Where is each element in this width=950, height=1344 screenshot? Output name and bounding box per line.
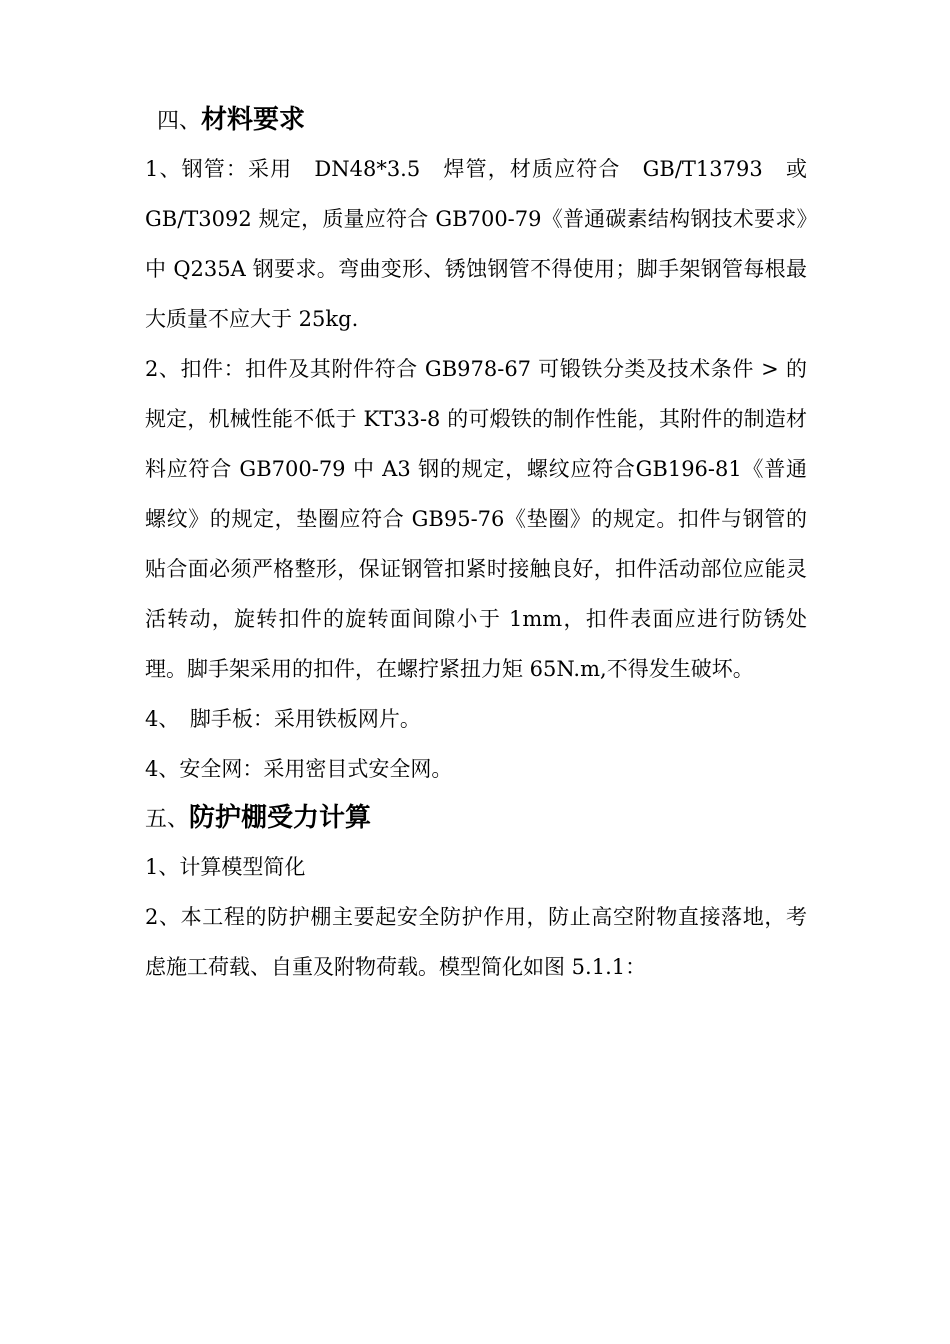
paragraph-safety-net: 4、安全网：采用密目式安全网。: [145, 757, 453, 781]
paragraph-protective-shed: 2、本工程的防护棚主要起安全防护作用，防止高空附物直接落地，考虑施工荷载、自重及附物荷载。模型简化如图 5.1.1：: [145, 905, 807, 979]
paragraph-steel-pipe: 1、钢管：采用 DN48*3.5 焊管，材质应符合 GB/T13793 或GB/T3092 规定，质量应符合 GB700-79《普通碳素结构钢技术要求》中 Q235A 钢要求。弯曲变形、锈蚀钢管不得使用；脚手架钢管每根最大质量不应大于 25kg.: [145, 157, 807, 331]
paragraph-scaffold-board: 4、 脚手板：采用铁板网片。: [145, 707, 421, 731]
section-title: 材料要求: [201, 105, 306, 135]
section-number: 四、: [157, 109, 202, 134]
paragraph-model-simplification: 1、计算模型简化: [145, 855, 306, 879]
paragraph-fastener: 2、扣件：扣件及其附件符合 GB978-67 可锻铁分类及技术条件 > 的规定，机械性能不低于 KT33-8 的可煅铁的制作性能，其附件的制造材料应符合 GB700-79 中 A3 钢的规定，螺纹应符合GB196-81《普通螺纹》的规定，垫圈应符合 GB95-76《垫圈》的规定。扣件与钢管的贴合面必须严格整形，保证钢管扣紧时接触良好，扣件活动部位应能灵活转动，旋转扣件的旋转面间隙小于 1mm，扣件表面应进行防锈处理。脚手架采用的扣件，在螺拧紧扭力矩 65N.m,不得发生破坏。: [145, 357, 807, 681]
section-number: 五、: [145, 807, 190, 832]
section-heading-5: [145, 794, 807, 842]
section-heading-4: [157, 96, 807, 144]
document-body: [145, 96, 807, 992]
section-title: 防护棚受力计算: [189, 803, 372, 833]
